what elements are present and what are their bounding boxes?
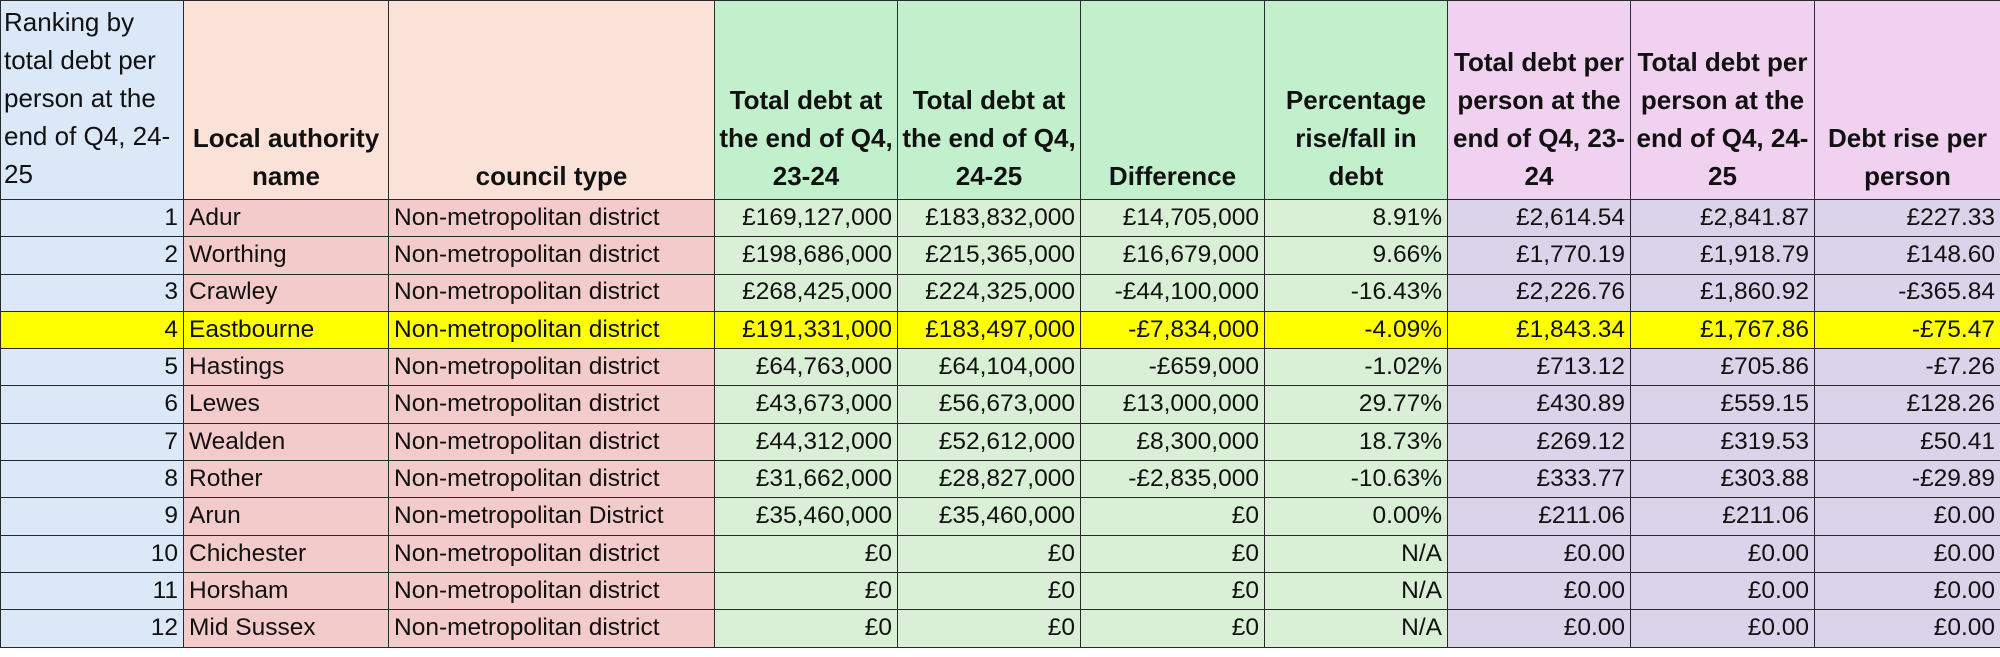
cell-difference[interactable]: -£44,100,000 bbox=[1081, 274, 1265, 311]
cell-debt-rise-per-person[interactable]: £50.41 bbox=[1815, 423, 2000, 460]
cell-debt-per-person-23-24[interactable]: £2,614.54 bbox=[1448, 200, 1631, 237]
cell-council-type[interactable]: Non-metropolitan district bbox=[389, 572, 715, 609]
cell-ranking[interactable]: 11 bbox=[1, 572, 184, 609]
cell-debt-per-person-23-24[interactable]: £713.12 bbox=[1448, 349, 1631, 386]
cell-council-type[interactable]: Non-metropolitan district bbox=[389, 461, 715, 498]
cell-local-authority-name[interactable]: Crawley bbox=[184, 274, 389, 311]
cell-percentage-change[interactable]: -1.02% bbox=[1265, 349, 1448, 386]
cell-council-type[interactable]: Non-metropolitan district bbox=[389, 274, 715, 311]
cell-council-type[interactable]: Non-metropolitan district bbox=[389, 311, 715, 348]
table-row bbox=[1, 237, 2000, 274]
cell-debt-per-person-23-24[interactable]: £2,226.76 bbox=[1448, 274, 1631, 311]
header-debt-per-person-24-25[interactable]: Total debt per person at the end of Q4, 24-25 bbox=[1631, 1, 1815, 200]
cell-debt-rise-per-person[interactable]: £0.00 bbox=[1815, 535, 2000, 572]
cell-total-debt-24-25[interactable]: £56,673,000 bbox=[898, 386, 1081, 423]
cell-difference[interactable]: £8,300,000 bbox=[1081, 423, 1265, 460]
cell-difference[interactable]: £16,679,000 bbox=[1081, 237, 1265, 274]
cell-debt-per-person-23-24[interactable]: £0.00 bbox=[1448, 610, 1631, 647]
cell-total-debt-23-24[interactable]: £35,460,000 bbox=[715, 498, 898, 535]
cell-local-authority-name[interactable]: Adur bbox=[184, 200, 389, 237]
cell-debt-per-person-23-24[interactable]: £430.89 bbox=[1448, 386, 1631, 423]
cell-total-debt-23-24[interactable]: £169,127,000 bbox=[715, 200, 898, 237]
cell-ranking[interactable]: 8 bbox=[1, 461, 184, 498]
cell-difference[interactable]: £0 bbox=[1081, 572, 1265, 609]
table-row bbox=[1, 610, 2000, 647]
cell-ranking[interactable]: 2 bbox=[1, 237, 184, 274]
header-council-type[interactable]: council type bbox=[389, 1, 715, 200]
cell-ranking[interactable]: 7 bbox=[1, 423, 184, 460]
cell-council-type[interactable]: Non-metropolitan District bbox=[389, 498, 715, 535]
cell-local-authority-name[interactable]: Worthing bbox=[184, 237, 389, 274]
cell-debt-per-person-23-24[interactable]: £0.00 bbox=[1448, 572, 1631, 609]
cell-difference[interactable]: £0 bbox=[1081, 535, 1265, 572]
cell-debt-rise-per-person[interactable]: £148.60 bbox=[1815, 237, 2000, 274]
cell-council-type[interactable]: Non-metropolitan district bbox=[389, 349, 715, 386]
cell-percentage-change[interactable]: N/A bbox=[1265, 610, 1448, 647]
cell-local-authority-name[interactable]: Hastings bbox=[184, 349, 389, 386]
cell-debt-per-person-24-25[interactable]: £0.00 bbox=[1631, 610, 1815, 647]
cell-difference[interactable]: £14,705,000 bbox=[1081, 200, 1265, 237]
table-row bbox=[1, 535, 2000, 572]
header-total-debt-24-25[interactable]: Total debt at the end of Q4, 24-25 bbox=[898, 1, 1081, 200]
header-debt-per-person-23-24[interactable]: Total debt per person at the end of Q4, 23-24 bbox=[1448, 1, 1631, 200]
cell-total-debt-23-24[interactable]: £0 bbox=[715, 610, 898, 647]
cell-debt-per-person-24-25[interactable]: £705.86 bbox=[1631, 349, 1815, 386]
cell-ranking[interactable]: 12 bbox=[1, 610, 184, 647]
table-row bbox=[1, 386, 2000, 423]
cell-percentage-change[interactable]: 0.00% bbox=[1265, 498, 1448, 535]
cell-total-debt-24-25[interactable]: £0 bbox=[898, 535, 1081, 572]
cell-total-debt-23-24[interactable]: £198,686,000 bbox=[715, 237, 898, 274]
cell-percentage-change[interactable]: -16.43% bbox=[1265, 274, 1448, 311]
cell-total-debt-23-24[interactable]: £191,331,000 bbox=[715, 311, 898, 348]
cell-debt-per-person-23-24[interactable]: £333.77 bbox=[1448, 461, 1631, 498]
cell-council-type[interactable]: Non-metropolitan district bbox=[389, 237, 715, 274]
cell-difference[interactable]: £0 bbox=[1081, 610, 1265, 647]
cell-debt-per-person-23-24[interactable]: £211.06 bbox=[1448, 498, 1631, 535]
cell-total-debt-24-25[interactable]: £183,497,000 bbox=[898, 311, 1081, 348]
cell-percentage-change[interactable]: 9.66% bbox=[1265, 237, 1448, 274]
cell-percentage-change[interactable]: N/A bbox=[1265, 535, 1448, 572]
cell-council-type[interactable]: Non-metropolitan district bbox=[389, 423, 715, 460]
cell-debt-per-person-23-24[interactable]: £1,770.19 bbox=[1448, 237, 1631, 274]
cell-debt-rise-per-person[interactable]: -£75.47 bbox=[1815, 311, 2000, 348]
table-body bbox=[1, 200, 2000, 648]
cell-debt-rise-per-person[interactable]: -£7.26 bbox=[1815, 349, 2000, 386]
cell-ranking[interactable]: 5 bbox=[1, 349, 184, 386]
table-row bbox=[1, 498, 2000, 535]
header-ranking[interactable]: Ranking by total debt per person at the end of Q4, 24-25 bbox=[1, 1, 184, 200]
table-row bbox=[1, 274, 2000, 311]
cell-total-debt-24-25[interactable]: £35,460,000 bbox=[898, 498, 1081, 535]
cell-total-debt-24-25[interactable]: £183,832,000 bbox=[898, 200, 1081, 237]
cell-total-debt-24-25[interactable]: £224,325,000 bbox=[898, 274, 1081, 311]
cell-total-debt-24-25[interactable]: £215,365,000 bbox=[898, 237, 1081, 274]
cell-debt-per-person-24-25[interactable]: £559.15 bbox=[1631, 386, 1815, 423]
cell-local-authority-name[interactable]: Horsham bbox=[184, 572, 389, 609]
header-percentage-change[interactable]: Percentage rise/fall in debt bbox=[1265, 1, 1448, 200]
cell-ranking[interactable]: 6 bbox=[1, 386, 184, 423]
cell-council-type[interactable]: Non-metropolitan district bbox=[389, 610, 715, 647]
cell-total-debt-24-25[interactable]: £64,104,000 bbox=[898, 349, 1081, 386]
cell-local-authority-name[interactable]: Rother bbox=[184, 461, 389, 498]
cell-debt-rise-per-person[interactable]: £0.00 bbox=[1815, 498, 2000, 535]
cell-local-authority-name[interactable]: Chichester bbox=[184, 535, 389, 572]
cell-debt-per-person-24-25[interactable]: £211.06 bbox=[1631, 498, 1815, 535]
cell-difference[interactable]: -£7,834,000 bbox=[1081, 311, 1265, 348]
cell-total-debt-24-25[interactable]: £0 bbox=[898, 572, 1081, 609]
cell-debt-per-person-24-25[interactable]: £1,767.86 bbox=[1631, 311, 1815, 348]
cell-percentage-change[interactable]: 29.77% bbox=[1265, 386, 1448, 423]
cell-debt-per-person-23-24[interactable]: £269.12 bbox=[1448, 423, 1631, 460]
cell-debt-rise-per-person[interactable]: -£29.89 bbox=[1815, 461, 2000, 498]
header-local-authority-name[interactable]: Local authority name bbox=[184, 1, 389, 200]
cell-difference[interactable]: -£659,000 bbox=[1081, 349, 1265, 386]
cell-percentage-change[interactable]: 18.73% bbox=[1265, 423, 1448, 460]
cell-local-authority-name[interactable]: Mid Sussex bbox=[184, 610, 389, 647]
cell-debt-per-person-23-24[interactable]: £0.00 bbox=[1448, 535, 1631, 572]
table-row bbox=[1, 311, 2000, 348]
cell-debt-rise-per-person[interactable]: -£365.84 bbox=[1815, 274, 2000, 311]
table-row bbox=[1, 461, 2000, 498]
cell-debt-per-person-24-25[interactable]: £1,860.92 bbox=[1631, 274, 1815, 311]
table-row bbox=[1, 423, 2000, 460]
cell-ranking[interactable]: 9 bbox=[1, 498, 184, 535]
cell-difference[interactable]: -£2,835,000 bbox=[1081, 461, 1265, 498]
header-debt-rise-per-person[interactable]: Debt rise per person bbox=[1815, 1, 2000, 200]
cell-debt-per-person-24-25[interactable]: £303.88 bbox=[1631, 461, 1815, 498]
cell-total-debt-24-25[interactable]: £52,612,000 bbox=[898, 423, 1081, 460]
header-row bbox=[1, 1, 2000, 200]
cell-debt-per-person-23-24[interactable]: £1,843.34 bbox=[1448, 311, 1631, 348]
cell-local-authority-name[interactable]: Wealden bbox=[184, 423, 389, 460]
cell-debt-per-person-24-25[interactable]: £0.00 bbox=[1631, 572, 1815, 609]
cell-total-debt-23-24[interactable]: £43,673,000 bbox=[715, 386, 898, 423]
cell-debt-rise-per-person[interactable]: £0.00 bbox=[1815, 610, 2000, 647]
cell-council-type[interactable]: Non-metropolitan district bbox=[389, 535, 715, 572]
cell-total-debt-23-24[interactable]: £268,425,000 bbox=[715, 274, 898, 311]
cell-debt-per-person-24-25[interactable]: £1,918.79 bbox=[1631, 237, 1815, 274]
cell-ranking[interactable]: 3 bbox=[1, 274, 184, 311]
cell-total-debt-23-24[interactable]: £0 bbox=[715, 572, 898, 609]
cell-debt-per-person-24-25[interactable]: £0.00 bbox=[1631, 535, 1815, 572]
table-row bbox=[1, 200, 2000, 237]
cell-difference[interactable]: £0 bbox=[1081, 498, 1265, 535]
cell-total-debt-23-24[interactable]: £44,312,000 bbox=[715, 423, 898, 460]
cell-total-debt-23-24[interactable]: £31,662,000 bbox=[715, 461, 898, 498]
cell-local-authority-name[interactable]: Lewes bbox=[184, 386, 389, 423]
cell-percentage-change[interactable]: -10.63% bbox=[1265, 461, 1448, 498]
cell-ranking[interactable]: 4 bbox=[1, 311, 184, 348]
cell-percentage-change[interactable]: -4.09% bbox=[1265, 311, 1448, 348]
cell-ranking[interactable]: 10 bbox=[1, 535, 184, 572]
cell-difference[interactable]: £13,000,000 bbox=[1081, 386, 1265, 423]
cell-total-debt-23-24[interactable]: £0 bbox=[715, 535, 898, 572]
cell-total-debt-23-24[interactable]: £64,763,000 bbox=[715, 349, 898, 386]
cell-council-type[interactable]: Non-metropolitan district bbox=[389, 386, 715, 423]
table-row bbox=[1, 349, 2000, 386]
header-total-debt-23-24[interactable]: Total debt at the end of Q4, 23-24 bbox=[715, 1, 898, 200]
cell-ranking[interactable]: 1 bbox=[1, 200, 184, 237]
cell-debt-per-person-24-25[interactable]: £2,841.87 bbox=[1631, 200, 1815, 237]
cell-percentage-change[interactable]: N/A bbox=[1265, 572, 1448, 609]
cell-local-authority-name[interactable]: Eastbourne bbox=[184, 311, 389, 348]
cell-debt-rise-per-person[interactable]: £0.00 bbox=[1815, 572, 2000, 609]
header-difference[interactable]: Difference bbox=[1081, 1, 1265, 200]
cell-local-authority-name[interactable]: Arun bbox=[184, 498, 389, 535]
table-row bbox=[1, 572, 2000, 609]
cell-total-debt-24-25[interactable]: £0 bbox=[898, 610, 1081, 647]
cell-debt-rise-per-person[interactable]: £128.26 bbox=[1815, 386, 2000, 423]
cell-percentage-change[interactable]: 8.91% bbox=[1265, 200, 1448, 237]
cell-total-debt-24-25[interactable]: £28,827,000 bbox=[898, 461, 1081, 498]
cell-council-type[interactable]: Non-metropolitan district bbox=[389, 200, 715, 237]
cell-debt-per-person-24-25[interactable]: £319.53 bbox=[1631, 423, 1815, 460]
cell-debt-rise-per-person[interactable]: £227.33 bbox=[1815, 200, 2000, 237]
